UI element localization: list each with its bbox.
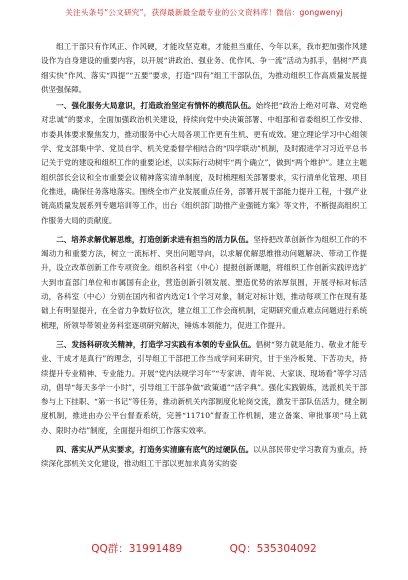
section-1 <box>41 99 367 228</box>
footer-qq-group: QQ群：31991489 <box>91 543 183 555</box>
header-banner: 关注头条号“公文研究”，获得最新最全最专业的公文资料库！微信：gongwenyj <box>65 8 343 17</box>
document-body <box>41 40 367 472</box>
footer-contact <box>0 541 408 556</box>
section-2 <box>41 233 367 333</box>
section-4-heading: 四、落实从严从实要求，打造务实清廉有底气的过硬队伍。 <box>56 445 254 455</box>
footer-qq: QQ：535304092 <box>229 543 317 555</box>
section-1-heading: 一、强化服务大局意识，打造政治坚定有情怀的模范队伍。 <box>56 101 256 111</box>
section-3-body: 倡树“努力就是能力、敬业才能专业、干成才是真行”的理念，引导组工干部把工作当成学问来研究，甘于坐冷板凳、下苦功夫，持续提升专业精神、专业能力。开展“党内法规学习年”“专家讲、青年说、大家谈、现场看”等学习活动，倡导“每天多学一小时”，引导组工干部争做“政策通”“活字典”。强化实践锻炼，选派机关干部参与上下挂职、“第一书记”等任务，推动新机关内部制度化轮岗交流，激发干部队伍活力，健全制度机制，推进由办公平台督查系统，完善“11710”督查工作机制，建立备案、审批事项“马上就办、限时办结”制度，全面提升组织工作落实效率。 <box>41 339 367 435</box>
section-3-heading: 三、发扬科研攻关精神，打造学习实践有本领的专业队伍。 <box>56 339 256 349</box>
section-2-body: 坚持把改革创新作为组织工作的不竭动力和重要方法，树立一流标杆、突出问题导向，以求解优解思维推动问题解决、带动工作提升，设立改革创新工作专项资金。组织各科室（中心）提报创新课题，将组织工作创新实践评选扩大到市直部门单位和市属国有企业，营造创新引领发展、塑造优势的浓厚氛围，开展寻标对标活动，各科室（中心）分别在国内和省内选定1个学习对象，制定对标计划，推动每项工作在现有基础上有明显提升，在全省力争数好位次，建立组工工作会商机制，定期研究重点难点问题进行系统梳理，所领导带领业务科室逐项研究解决，锤炼本领能力，促进工作提升。 <box>41 234 367 330</box>
section-2-heading: 二、培养求解优解思维，打造创新求进有担当的活力队伍。 <box>56 234 254 244</box>
intro-paragraph: 组工干部只有作风正、作风硬，才能攻坚克难，才能担当重任、今年以来，我市把加强作风建设作为自身建设的重要内容，以开展“讲政治、强业务、优作风、争一流”活动为抓手，倡树“严真细实快”作风、落实“四提”“五要”要求，打造“四有”组工干部队伍，为推动组织工作高质量发展提供坚强保障。 <box>41 42 367 94</box>
section-3 <box>41 338 367 438</box>
section-1-body: 始终把“政治上绝对可靠、对党绝对忠诚”的要求，全面加强政治机关建设，持续向党中央决策部署、中组部和省委组织工作安排、市委具体要求聚焦发力，推动服务中心大局各项工作更有生机、更有成效。建立理论学习中心组领学、党支部集中学、党员自学、机关党委督学相结合的“四学联动”机制，及时跟进学习习近平总书记关于党的建设和组织工作的重要论述，以实际行动树牢“两个确立”，做到“两个维护”。建立主题组织部长会议和全市重要会议精神落实清单制度，及时梳理相关部署要求，实行清单化管理、项目化推进，确保任务落地落实。围绕全市产业发展重点任务，部署开展干部能力提升工程，十强产业链高质量发展系列专题培训等工作，出台《组织部门助推产业强链方案》等文件，不断提高组织工作服务大局的贡献度。 <box>41 101 367 225</box>
section-4-body: 以从部民带史学习教育为重点，持续深化部机关文化建设，推动组工干部以更加求真务实的姿 <box>41 445 367 469</box>
section-4 <box>41 443 367 472</box>
